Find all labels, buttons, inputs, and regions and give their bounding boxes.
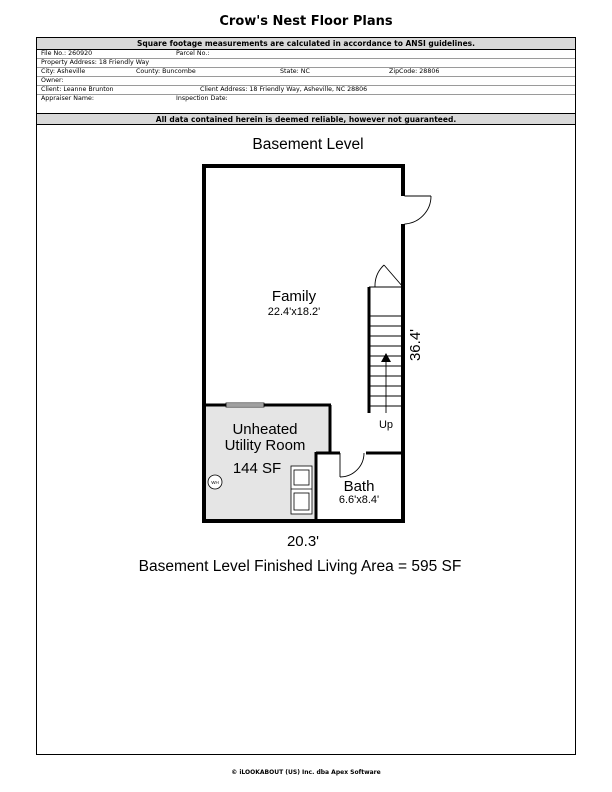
stairs-arrow-icon <box>381 353 391 362</box>
exterior-door <box>403 196 431 224</box>
property-address: Property Address: 18 Friendly Way <box>41 59 150 66</box>
stair-door <box>369 265 403 287</box>
copyright-footer: © iLOOKABOUT (US) Inc. dba Apex Software <box>231 769 381 776</box>
inspection-date: Inspection Date: <box>176 95 228 102</box>
family-room-dimensions: 22.4'x18.2' <box>267 306 321 318</box>
zip-code: ZipCode: 28806 <box>389 68 440 75</box>
water-heater-label: WH <box>211 480 219 485</box>
page-title: Crow's Nest Floor Plans <box>219 14 393 29</box>
bath-name: Bath <box>343 478 375 495</box>
state: State: NC <box>280 68 310 75</box>
city: City: Asheville <box>41 68 86 75</box>
utility-room-area: 144 SF <box>232 460 282 477</box>
reliability-notice: All data contained herein is deemed reliable, however not guaranteed. <box>37 113 575 125</box>
level-title: Basement Level <box>252 136 364 153</box>
overall-width-dimension: 20.3' <box>286 533 320 550</box>
client-address: Client Address: 18 Friendly Way, Asheville, NC 28806 <box>200 86 368 93</box>
utility-room-slider-door <box>226 403 264 407</box>
bath-dimensions: 6.6'x8.4' <box>338 494 380 506</box>
file-number: File No.: 260920 <box>41 50 93 57</box>
family-room-name: Family <box>271 288 317 305</box>
washer-dryer-icon <box>291 466 312 514</box>
ansi-notice: Square footage measurements are calculated in accordance to ANSI guidelines. <box>37 38 575 50</box>
utility-room-name-line1: Unheated <box>232 421 298 438</box>
parcel-number: Parcel No.: <box>176 50 210 57</box>
finished-area-summary: Basement Level Finished Living Area = 595 SF <box>138 558 462 575</box>
owner: Owner: <box>41 77 64 84</box>
client-name: Client: Leanne Brunton <box>41 86 114 93</box>
bath-door <box>340 453 366 477</box>
stairs <box>369 316 403 413</box>
county: County: Buncombe <box>136 68 196 75</box>
utility-room-name-line2: Utility Room <box>224 437 306 454</box>
bath-notch <box>316 453 331 521</box>
appraiser-name: Appraiser Name: <box>41 95 94 102</box>
stairs-label: Up <box>378 419 394 431</box>
overall-depth-dimension: 36.4' <box>407 328 424 362</box>
